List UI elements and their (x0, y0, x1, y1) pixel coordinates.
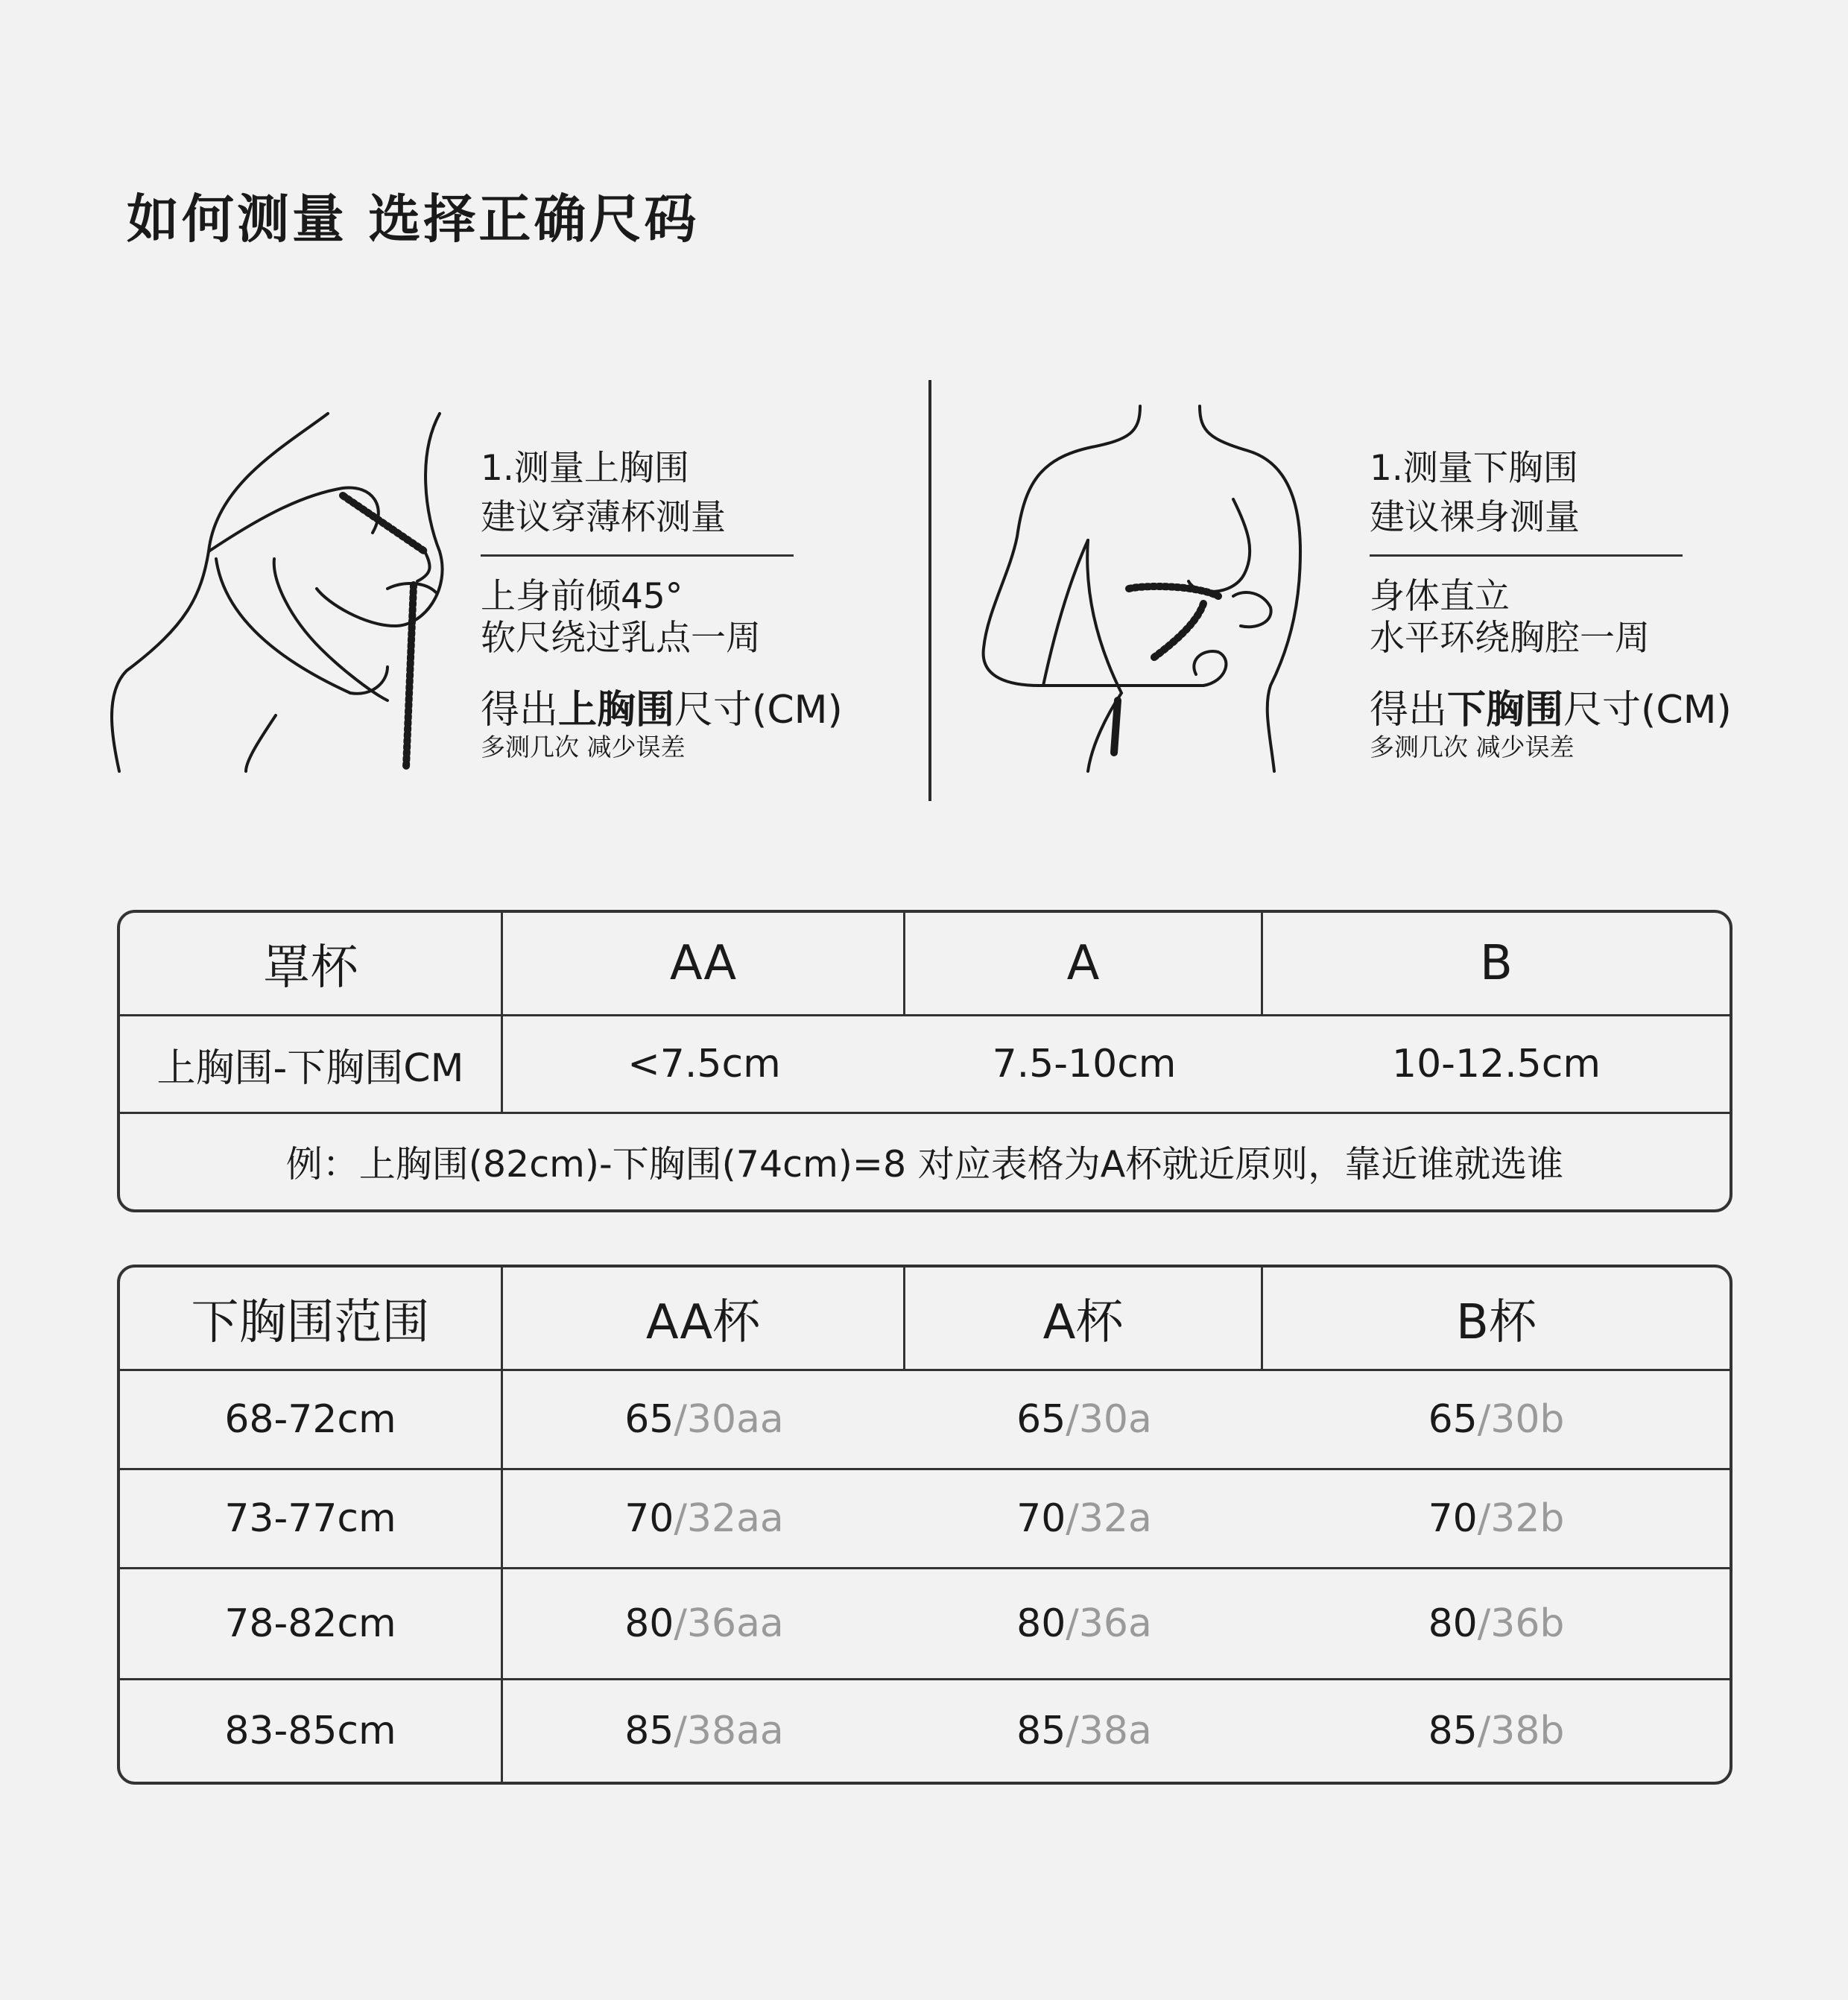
bust-result-bold: 上胸围 (558, 688, 675, 732)
band-size-table (117, 1265, 1732, 1785)
size-number: 65 (1016, 1397, 1066, 1442)
table-row (120, 1470, 1730, 1569)
size-a (905, 1569, 1263, 1680)
size-a (905, 1371, 1263, 1470)
size-header-range: 下胸围范围 (120, 1268, 503, 1371)
cup-table-row (120, 1016, 1730, 1114)
table-row (120, 1569, 1730, 1680)
size-code: /32a (1066, 1496, 1152, 1541)
size-b (1263, 1371, 1730, 1470)
size-code: /36a (1066, 1601, 1152, 1646)
size-aa (503, 1569, 905, 1680)
bust-divider (481, 554, 794, 557)
size-number: 80 (1428, 1601, 1478, 1646)
underbust-step-1: 身体直立 (1370, 576, 1510, 617)
cup-header-label: 罩杯 (120, 913, 503, 1016)
bust-result-prefix: 得出 (481, 688, 559, 732)
size-number: 85 (624, 1709, 674, 1753)
underbust-result-bold: 下胸围 (1447, 688, 1564, 732)
size-number: 80 (1016, 1601, 1066, 1646)
size-code: /30a (1066, 1397, 1152, 1442)
size-b (1263, 1680, 1730, 1782)
bust-note: 多测几次 减少误差 (481, 732, 686, 762)
size-a (905, 1680, 1263, 1782)
size-header-b: B杯 (1263, 1268, 1730, 1371)
page-title: 如何测量 选择正确尺码 (127, 189, 700, 250)
size-code: /32b (1477, 1496, 1565, 1541)
bust-heading-1: 1.测量上胸围 (481, 448, 689, 489)
cup-table-header-row (120, 913, 1730, 1016)
size-number: 85 (1016, 1709, 1066, 1753)
bust-result (481, 688, 843, 732)
size-code: /32aa (674, 1496, 784, 1541)
underbust-heading-2: 建议裸身测量 (1370, 497, 1580, 538)
underbust-result-suffix: 尺寸(CM) (1563, 688, 1732, 732)
size-aa (503, 1371, 905, 1470)
size-number: 65 (1428, 1397, 1478, 1442)
size-b (1263, 1470, 1730, 1569)
size-aa (503, 1470, 905, 1569)
size-range: 68-72cm (120, 1371, 503, 1470)
size-range: 73-77cm (120, 1470, 503, 1569)
cup-row-aa: <7.5cm (503, 1016, 905, 1114)
size-header-a: A杯 (905, 1268, 1263, 1371)
table-row (120, 1680, 1730, 1782)
size-code: /38aa (674, 1709, 784, 1753)
size-code: /36aa (674, 1601, 784, 1646)
size-number: 80 (624, 1601, 674, 1646)
underbust-result-prefix: 得出 (1370, 688, 1448, 732)
cup-header-b: B (1263, 913, 1730, 1016)
cup-example: 例：上胸围(82cm)-下胸围(74cm)=8 对应表格为A杯就近原则，靠近谁就选谁 (285, 1143, 1564, 1186)
size-code: /30aa (674, 1397, 784, 1442)
underbust-heading-1: 1.测量下胸围 (1370, 448, 1578, 489)
cup-row-a: 7.5-10cm (905, 1016, 1263, 1114)
underbust-divider (1370, 554, 1683, 557)
size-code: /38a (1066, 1709, 1152, 1753)
size-number: 70 (624, 1496, 674, 1541)
bust-result-suffix: 尺寸(CM) (674, 688, 843, 732)
underbust-instructions (1370, 444, 1732, 762)
underbust-step-2: 水平环绕胸腔一周 (1370, 618, 1650, 659)
bust-instructions (481, 444, 843, 762)
size-range: 83-85cm (120, 1680, 503, 1782)
size-number: 65 (624, 1397, 674, 1442)
cup-row-b: 10-12.5cm (1263, 1016, 1730, 1114)
bust-heading-2: 建议穿薄杯测量 (481, 497, 726, 538)
cup-header-aa: AA (503, 913, 905, 1016)
underbust-result (1370, 688, 1732, 732)
size-number: 70 (1428, 1496, 1478, 1541)
size-code: /30b (1477, 1397, 1565, 1442)
table-row (120, 1371, 1730, 1470)
size-aa (503, 1680, 905, 1782)
bust-step-2: 软尺绕过乳点一周 (481, 618, 761, 659)
underbust-note: 多测几次 减少误差 (1370, 732, 1575, 762)
size-header-aa: AA杯 (503, 1268, 905, 1371)
bust-step-1: 上身前倾45° (481, 576, 683, 617)
size-b (1263, 1569, 1730, 1680)
cup-size-table (117, 910, 1732, 1212)
measure-underbust-illustration (980, 402, 1308, 775)
cup-header-a: A (905, 913, 1263, 1016)
cup-table-example-row (120, 1114, 1730, 1209)
size-range: 78-82cm (120, 1569, 503, 1680)
size-code: /36b (1477, 1601, 1565, 1646)
section-divider (928, 380, 931, 801)
size-a (905, 1470, 1263, 1569)
size-table-header-row (120, 1268, 1730, 1371)
cup-row-label: 上胸围-下胸围CM (120, 1016, 503, 1114)
size-number: 85 (1428, 1709, 1478, 1753)
measure-bust-illustration (104, 402, 462, 775)
size-code: /38b (1477, 1709, 1565, 1753)
size-number: 70 (1016, 1496, 1066, 1541)
